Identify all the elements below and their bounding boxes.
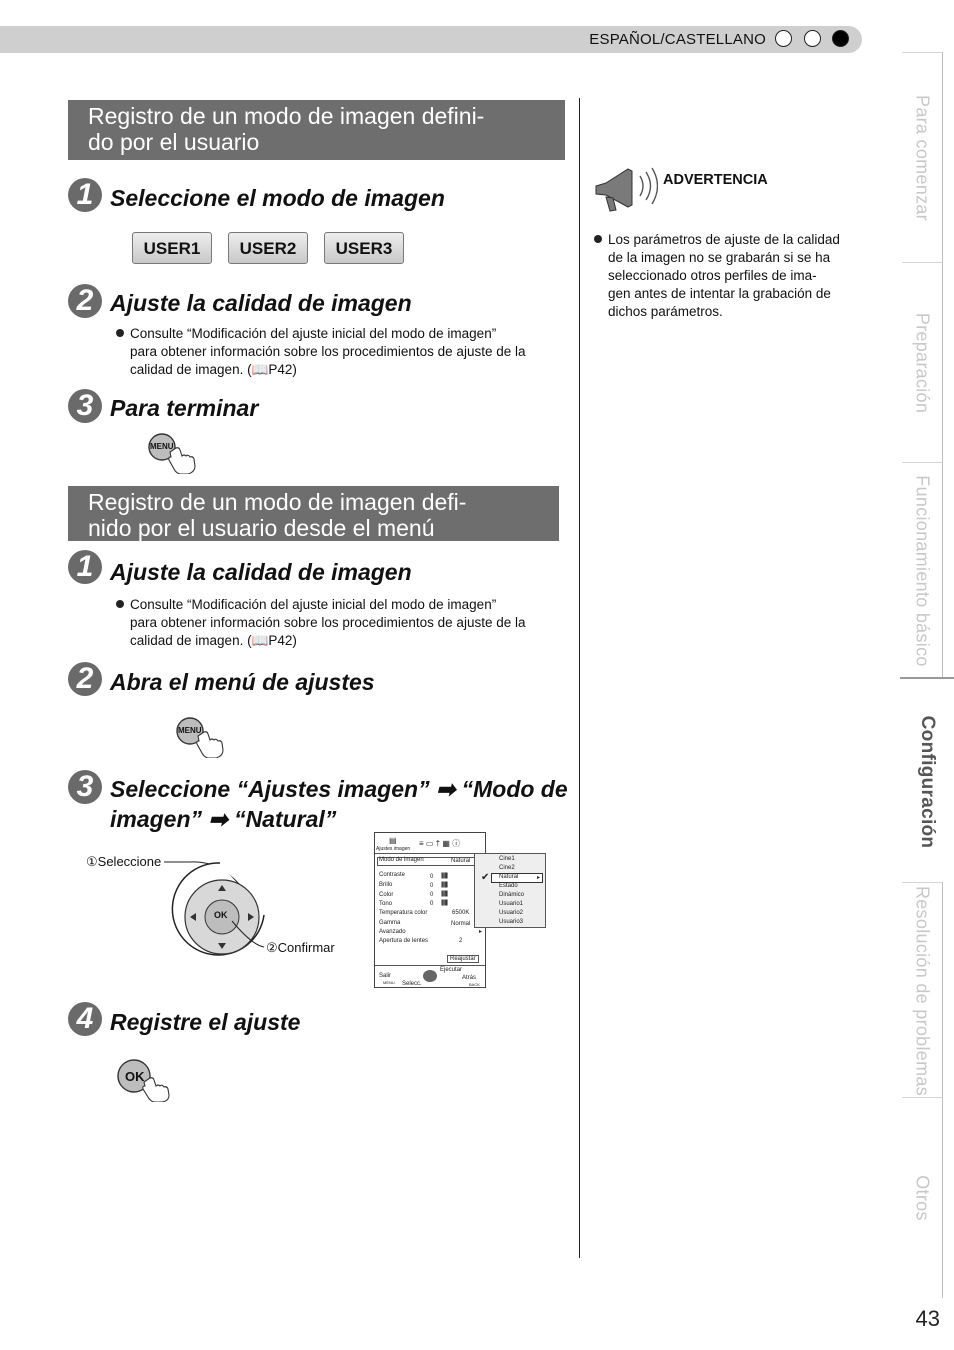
book-icon: 📖	[251, 633, 269, 648]
picture-mode-popup	[474, 853, 546, 928]
footer-execute: Ejecutar	[440, 967, 463, 973]
step-number: 1	[68, 550, 102, 584]
user2-button[interactable]: USER2	[228, 232, 308, 264]
menu-footer-divider	[375, 965, 485, 966]
section1-header	[68, 100, 565, 160]
ok-key-label: OK	[214, 910, 228, 920]
step-title: Ajuste la calidad de imagen	[110, 290, 412, 316]
picture-tab-icon: ▤	[389, 836, 397, 845]
page-ref-link[interactable]: P42)	[268, 362, 297, 377]
step-number: 2	[68, 284, 102, 318]
slider-ticks: |||||||||||	[441, 873, 448, 879]
section1-title-line1: Registro de un modo de imagen defini-	[88, 103, 485, 129]
step-title: Abra el menú de ajustes	[110, 669, 375, 695]
slider-ticks: |||||||||||	[441, 882, 448, 888]
arrow-right-icon: ▸	[537, 875, 541, 881]
step-bullet: Consulte “Modificación del ajuste inicial del modo de imagen” para obtener información sobre los procedimientos de ajuste de la calidad de imagen. (📖P42)	[116, 325, 566, 379]
step-title: Seleccione “Ajustes imagen” ➡ “Modo de imagen” ➡ “Natural”	[110, 776, 568, 832]
popup-option[interactable]: Estado	[499, 883, 518, 889]
step-title: Seleccione el modo de imagen	[110, 185, 445, 211]
bullet-dot	[116, 329, 124, 337]
select-label: ①Seleccione	[86, 854, 162, 869]
menu-row-label: Apertura de lentes	[379, 938, 429, 944]
settings-tab-icons: ≡ ▭ † ▦ ⓘ	[419, 839, 461, 848]
menu-row-label: Temperatura color	[379, 910, 428, 916]
popup-option-selected[interactable]: Natural	[499, 874, 519, 880]
footer-exit-key: MENU	[383, 980, 395, 985]
megaphone-icon	[592, 164, 658, 216]
book-icon: 📖	[251, 362, 269, 377]
menu-row-label: Tono	[379, 901, 393, 907]
submenu-arrow-icon: ▸	[479, 929, 483, 935]
section1-title-line2: do por el usuario	[88, 129, 260, 155]
menu-row-label: Color	[379, 892, 394, 898]
tab-funcionamiento-basico[interactable]: Funcionamiento básico	[902, 462, 943, 678]
section2-header	[68, 486, 559, 541]
menu-row-value: 0	[430, 901, 434, 907]
check-icon: ✔	[481, 872, 490, 883]
column-divider	[579, 98, 580, 1258]
step-number: 2	[68, 662, 102, 696]
step-number: 1	[68, 178, 102, 212]
tab-preparacion[interactable]: Preparación	[902, 262, 943, 463]
footer-exit: Salir	[379, 973, 392, 979]
tab-configuracion[interactable]: Configuración	[900, 677, 954, 884]
settings-menu-screenshot	[374, 832, 486, 988]
user1-button[interactable]: USER1	[132, 232, 212, 264]
step-bullet: Consulte “Modificación del ajuste inicial del modo de imagen” para obtener información sobre los procedimientos de ajuste de la calidad de imagen. (📖P42)	[116, 596, 566, 650]
menu-label: MENU	[178, 726, 202, 735]
menu-row-label: Avanzado	[379, 929, 406, 935]
lang-dot-3	[832, 30, 849, 47]
menu-row-value: Normal	[451, 921, 471, 927]
ok-button-press-icon	[116, 1058, 170, 1107]
menu-button-press-icon	[174, 716, 226, 763]
menu-row-value: 0	[430, 892, 434, 898]
menu-row-value: Natural	[451, 858, 471, 864]
tab-otros[interactable]: Otros	[902, 1097, 943, 1298]
user3-button[interactable]: USER3	[324, 232, 404, 264]
lang-dot-2	[804, 30, 821, 47]
popup-option[interactable]: Usuario2	[499, 910, 524, 916]
menu-row-label: Modo de imagen	[379, 857, 424, 863]
confirm-label: ②Confirmar	[266, 940, 335, 955]
language-label: ESPAÑOL/CASTELLANO	[589, 31, 766, 48]
bullet-dot	[594, 235, 602, 243]
popup-option[interactable]: Cine2	[499, 865, 515, 871]
step-title: Ajuste la calidad de imagen	[110, 559, 412, 585]
slider-ticks: |||||||||||	[441, 891, 448, 897]
section2-title-line2: nido por el usuario desde el menú	[88, 515, 435, 541]
footer-back-key: BACK	[469, 982, 480, 987]
warning-title: ADVERTENCIA	[663, 172, 768, 188]
step-number: 4	[68, 1002, 102, 1036]
step-number: 3	[68, 389, 102, 423]
menu-row-value: 0	[430, 874, 434, 880]
bullet-dot	[116, 600, 124, 608]
menu-row-value: 6500K	[452, 910, 470, 916]
menu-row-label: Gamma	[379, 920, 401, 926]
popup-option[interactable]: Cine1	[499, 856, 515, 862]
warning-bullet: Los parámetros de ajuste de la calidad de la imagen no se grabarán si se ha seleccionado otros perfiles de ima- gen antes de intentar la grabación de dichos parámetros.	[594, 231, 864, 321]
section2-title-line1: Registro de un modo de imagen defi-	[88, 489, 467, 515]
menu-row-label: Contraste	[379, 872, 406, 878]
step-number: 3	[68, 770, 102, 804]
tab-resolucion-de-problemas[interactable]: Resolución de problemas	[902, 882, 943, 1098]
footer-back: Atrás	[462, 975, 477, 981]
menu-row-value: 2	[459, 938, 463, 944]
popup-option[interactable]: Usuario3	[499, 919, 524, 925]
footer-select: Selecc.	[402, 981, 422, 987]
reset-button[interactable]: Reajustar	[447, 955, 479, 963]
menu-row-label: Brillo	[379, 882, 393, 888]
lang-dot-1	[775, 30, 792, 47]
menu-tab-label: Ajustes imagen	[376, 846, 411, 852]
page-ref-link[interactable]: P42)	[268, 633, 297, 648]
page-number: 43	[915, 1306, 940, 1331]
popup-option[interactable]: Dinámico	[499, 892, 525, 898]
step-title: Registre el ajuste	[110, 1009, 301, 1035]
ok-label: OK	[125, 1069, 145, 1084]
menu-label: MENU	[150, 442, 174, 451]
menu-row-value: 0	[430, 883, 434, 889]
step-title: Para terminar	[110, 395, 259, 421]
tab-para-comenzar[interactable]: Para comenzar	[902, 52, 943, 263]
footer-dpad-icon	[423, 970, 437, 982]
popup-option[interactable]: Usuario1	[499, 901, 524, 907]
slider-ticks: |||||||||||	[441, 900, 448, 906]
menu-button-press-icon	[146, 432, 198, 479]
